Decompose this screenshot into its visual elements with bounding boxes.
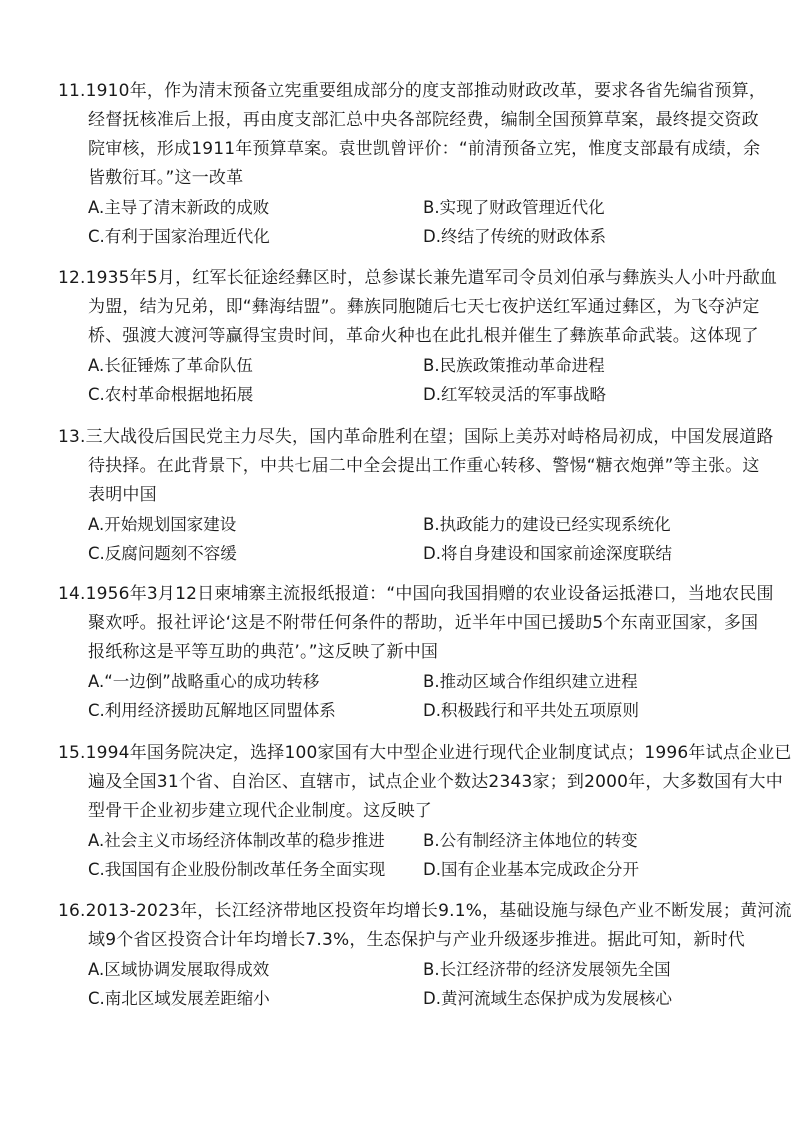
option-c: C.利用经济援助瓦解地区同盟体系 — [88, 701, 336, 720]
question-text-line: 13.三大战役后国民党主力尽失，国内革命胜利在望；国际上美苏对峙格局初成，中国发展道路 — [58, 427, 774, 447]
question-text-line: 型骨干企业初步建立现代企业制度。这反映了 — [88, 801, 432, 821]
option-a: A.“一边倒”战略重心的成功转移 — [88, 672, 320, 691]
option-b: B.公有制经济主体地位的转变 — [423, 831, 638, 850]
question-15 — [58, 739, 792, 884]
option-d: D.终结了传统的财政体系 — [423, 227, 606, 246]
option-c: C.反腐问题刻不容缓 — [88, 544, 237, 563]
question-11 — [58, 77, 767, 251]
option-c: C.南北区域发展差距缩小 — [88, 989, 270, 1008]
question-text-line: 11.1910年，作为清末预备立宪重要组成部分的度支部推动财政改革，要求各省先编省预算， — [58, 81, 767, 101]
option-a: A.区域协调发展取得成效 — [88, 960, 270, 979]
option-b: B.推动区域合作组织建立进程 — [423, 672, 638, 691]
option-c: C.我国国有企业股份制改革任务全面实现 — [88, 860, 386, 879]
option-a: A.主导了清末新政的成败 — [88, 198, 270, 217]
question-text-line: 遍及全国31个省、自治区、直辖市，试点企业个数达2343家；到2000年，大多数国有大中 — [88, 772, 783, 792]
question-text-line: 14.1956年3月12日柬埔寨主流报纸报道：“中国向我国捐赠的农业设备运抵港口，当地农民围 — [58, 584, 774, 604]
option-d: D.红军较灵活的军事战略 — [423, 385, 606, 404]
question-14 — [58, 580, 774, 725]
option-c: C.有利于国家治理近代化 — [88, 227, 270, 246]
question-13 — [58, 423, 774, 568]
options-row — [58, 380, 738, 409]
options-row — [58, 510, 738, 539]
option-b: B.民族政策推动革命进程 — [423, 356, 605, 375]
question-text-line: 表明中国 — [88, 485, 157, 505]
question-text-line: 15.1994年国务院决定，选择100家国有大中型企业进行现代企业制度试点；1996年试点企业已 — [58, 743, 792, 763]
option-a: A.开始规划国家建设 — [88, 515, 237, 534]
option-a: A.长征锤炼了革命队伍 — [88, 356, 253, 375]
options-row — [58, 667, 738, 696]
option-b: B.执政能力的建设已经实现系统化 — [423, 515, 671, 534]
question-text-line: 域9个省区投资合计年均增长7.3%，生态保护与产业升级逐步推进。据此可知，新时代 — [88, 930, 746, 950]
options-row — [58, 696, 738, 725]
question-text-line: 经督抚核准后上报，再由度支部汇总中央各部院经费，编制全国预算草案，最终提交资政 — [88, 110, 759, 130]
question-text-line: 16.2013-2023年，长江经济带地区投资年均增长9.1%，基础设施与绿色产业不断发展；黄河流 — [58, 901, 792, 921]
question-16 — [58, 897, 792, 1013]
option-b: B.实现了财政管理近代化 — [423, 198, 605, 217]
question-text-line: 桥、强渡大渡河等赢得宝贵时间，革命火种也在此扎根并催生了彝族革命武装。这体现了 — [88, 326, 759, 346]
option-a: A.社会主义市场经济体制改革的稳步推进 — [88, 831, 385, 850]
question-text-line: 院审核，形成1911年预算草案。袁世凯曾评价：“前清预备立宪，惟度支部最有成绩，余 — [88, 139, 761, 159]
options-row — [58, 539, 738, 568]
option-d: D.黄河流域生态保护成为发展核心 — [423, 989, 672, 1008]
question-text-line: 报纸称这是平等互助的典范’。”这反映了新中国 — [88, 642, 439, 662]
options-row — [58, 955, 738, 984]
options-row — [58, 984, 738, 1013]
options-row — [58, 222, 738, 251]
question-text-line: 皆敷衍耳。”这一改革 — [88, 168, 244, 188]
question-text-line: 为盟，结为兄弟，即“彝海结盟”。彝族同胞随后七天七夜护送红军通过彝区，为飞夺泸定 — [88, 297, 760, 317]
question-12 — [58, 264, 778, 409]
option-d: D.将自身建设和国家前途深度联结 — [423, 544, 672, 563]
option-b: B.长江经济带的经济发展领先全国 — [423, 960, 671, 979]
option-d: D.国有企业基本完成政企分开 — [423, 860, 639, 879]
question-text-line: 聚欢呼。报社评论‘这是不附带任何条件的帮助，近半年中国已援助5个东南亚国家，多国 — [88, 613, 759, 633]
options-row — [58, 193, 738, 222]
options-row — [58, 855, 738, 884]
question-text-line: 12.1935年5月，红军长征途经彝区时，总参谋长兼先遣军司令员刘伯承与彝族头人小叶丹歃血 — [58, 268, 778, 288]
option-d: D.积极践行和平共处五项原则 — [423, 701, 639, 720]
question-text-line: 待抉择。在此背景下，中共七届二中全会提出工作重心转移、警惕“糖衣炮弹”等主张。这 — [88, 456, 760, 476]
options-row — [58, 826, 738, 855]
option-c: C.农村革命根据地拓展 — [88, 385, 254, 404]
options-row — [58, 351, 738, 380]
